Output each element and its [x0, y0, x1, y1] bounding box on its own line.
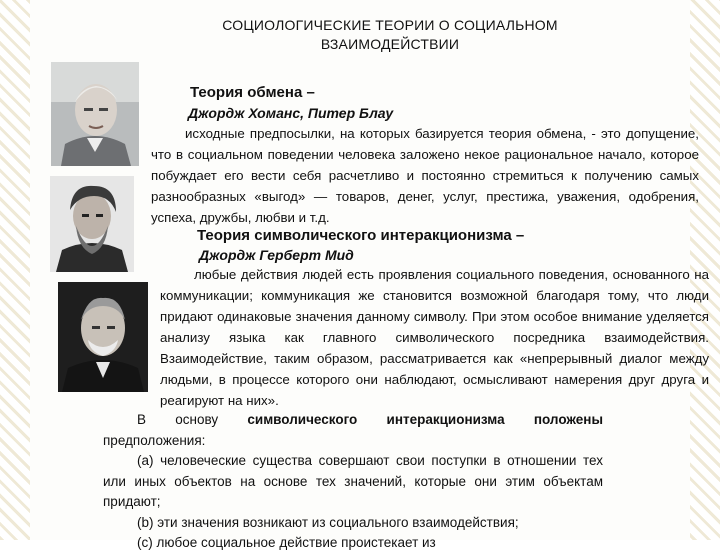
symbolic-heading: Теория символического интеракционизма –: [197, 227, 525, 244]
symbolic-text: [160, 264, 709, 411]
list-item-text: (a) человеческие существа совершают свои поступки в отношении тех или иных объектов на основе тех значений, которые они этим объектам придают;: [103, 453, 603, 509]
list-item: [103, 533, 603, 554]
slide-title: СОЦИОЛОГИЧЕСКИЕ ТЕОРИИ О СОЦИАЛЬНОМ ВЗАИМОДЕЙСТВИИ: [222, 17, 558, 52]
portrait-blau: [50, 176, 134, 272]
portrait-homans: [51, 62, 139, 166]
exchange-text-body: исходные предпосылки, на которых базируется теория обмена, - это допущение, что в социальном поведении человека заложено некое рациональное начало, которое побуждает его вести себя расчетливо и постоянно стремиться к получению самых разнообразных «выгод» — товаров, денег, услуг, престижа, уважения, одобрения, успеха, дружбы, любви и т.д.: [151, 126, 699, 225]
list-item: [103, 451, 603, 513]
portrait-mead: [58, 282, 148, 392]
basis-tail: предположения:: [103, 432, 206, 448]
list-item-text: (b) эти значения возникают из социального взаимодействия;: [137, 514, 519, 530]
exchange-authors: Джордж Хоманс, Питер Блау: [188, 105, 394, 121]
list-item-text: (c) любое социальное действие проистекает из: [137, 535, 436, 550]
basis-lead: В основу: [137, 412, 219, 427]
symbolic-author: Джордж Герберт Мид: [199, 247, 354, 263]
exchange-heading: Теория обмена –: [190, 84, 315, 101]
list-item: [103, 513, 603, 534]
exchange-text: [151, 123, 699, 228]
basis-list: [103, 451, 603, 554]
basis-bold: символического интеракционизма положены: [247, 412, 603, 427]
basis-text: [103, 410, 603, 451]
symbolic-text-body: любые действия людей есть проявления социального поведения, основанного на коммуникации; коммуникация же становится возможной благодаря тому, что люди придают одинаковые значения данному символу. При этом особое внимание уделяется анализу языка как главного символического посредника взаимодействия. Взаимодействие, таким образом, рассматривается как «непрерывный диалог между людьми, в процессе которого они наблюдают, осмысливают намерения друг друга и реагируют на них».: [160, 267, 709, 408]
